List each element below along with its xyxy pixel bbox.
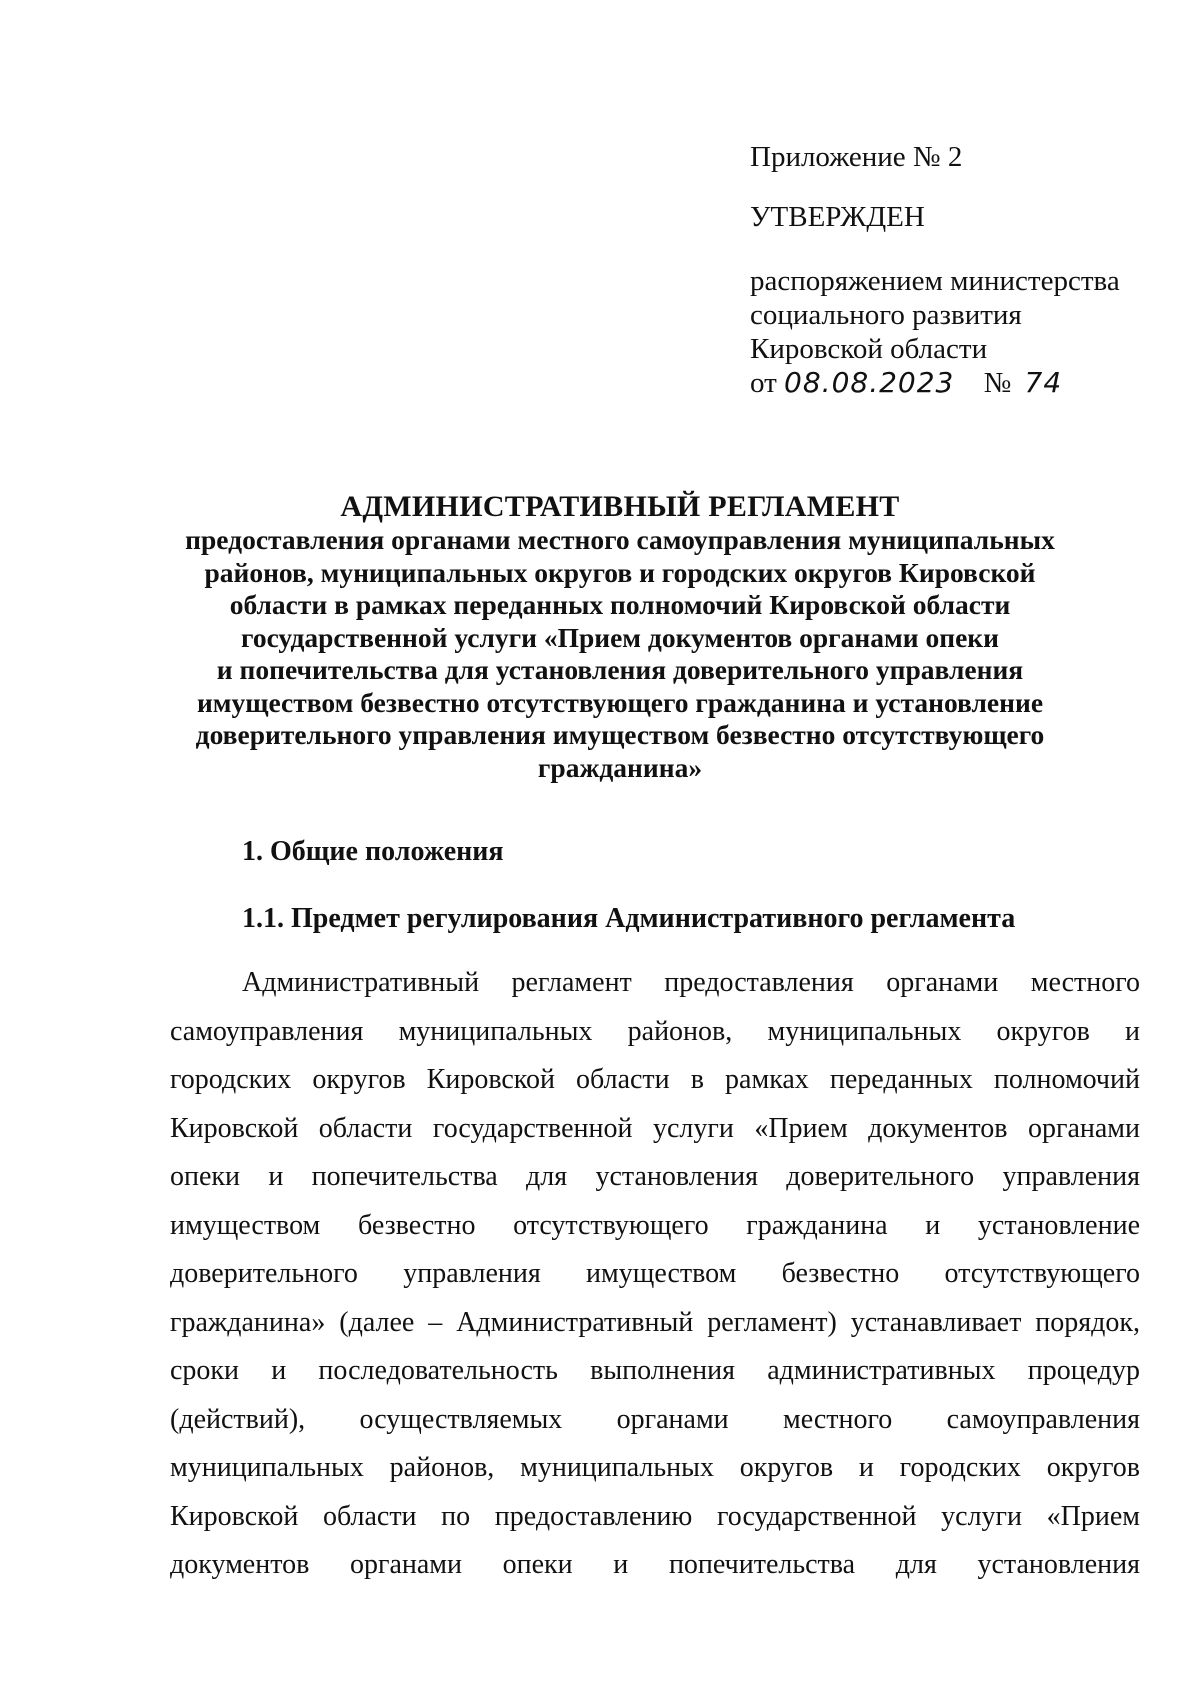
approval-authority-line-3: Кировской области	[750, 333, 988, 365]
body-line: самоуправления муниципальных районов, муниципальных округов и	[170, 1015, 1140, 1047]
section-heading-general: 1. Общие положения	[242, 836, 504, 867]
handwritten-number: 74	[1024, 366, 1063, 399]
regulation-subtitle-line: государственной услуги «Прием документов органами опеки	[241, 621, 999, 653]
section-heading-subject: 1.1. Предмет регулирования Административного регламента	[242, 903, 1016, 934]
regulation-subtitle-line: области в рамках переданных полномочий Кировской области	[229, 589, 1011, 620]
body-line: Административный регламент предоставления органами местного	[242, 967, 1140, 998]
regulation-subtitle-line: имуществом безвестно отсутствующего гражданина и установление	[196, 686, 1044, 718]
body-line: документов органами опеки и попечительства для установления	[170, 1549, 1140, 1580]
approved-label: УТВЕРЖДЕН	[750, 201, 925, 233]
regulation-title-block	[170, 490, 1070, 784]
approval-date-number-line	[750, 366, 1170, 400]
approval-authority-line-1: распоряжением министерства	[750, 265, 1120, 297]
regulation-subtitle-line: предоставления органами местного самоуправления муниципальных	[185, 524, 1055, 555]
body-line: городских округов Кировской области в рамках переданных полномочий	[170, 1064, 1140, 1095]
regulation-subtitle-line: доверительного управления имуществом безвестно отсутствующего	[195, 719, 1045, 750]
regulation-subtitle-line: районов, муниципальных округов и городских округов Кировской	[204, 556, 1036, 588]
body-line: доверительного управления имуществом безвестно отсутствующего	[170, 1258, 1140, 1289]
from-prefix: от	[750, 367, 777, 399]
appendix-label: Приложение № 2	[750, 141, 963, 173]
body-line: муниципальных районов, муниципальных округов и городских округов	[170, 1452, 1140, 1483]
regulation-subtitle-line: и попечительства для установления доверительного управления	[216, 654, 1024, 685]
body-line: гражданина» (далее – Административный регламент) устанавливает порядок,	[170, 1306, 1140, 1338]
body-line: сроки и последовательность выполнения административных процедур	[170, 1355, 1140, 1386]
body-paragraph	[170, 966, 1140, 1597]
body-line: Кировской области по предоставлению государственной услуги «Прием	[170, 1500, 1140, 1532]
handwritten-date: 08.08.2023	[784, 366, 955, 399]
approval-authority-line-2: социального развития	[750, 299, 1022, 331]
regulation-main-title: АДМИНИСТРАТИВНЫЙ РЕГЛАМЕНТ	[340, 490, 900, 523]
number-sign: №	[983, 367, 1012, 399]
body-line: опеки и попечительства для установления доверительного управления	[170, 1161, 1140, 1192]
body-line: имуществом безвестно отсутствующего гражданина и установление	[170, 1209, 1140, 1241]
approval-block	[750, 140, 1170, 400]
regulation-subtitle-line: гражданина»	[537, 751, 703, 783]
body-line: Кировской области государственной услуги «Прием документов органами	[170, 1112, 1140, 1144]
body-line: (действий), осуществляемых органами местного самоуправления	[170, 1403, 1140, 1435]
